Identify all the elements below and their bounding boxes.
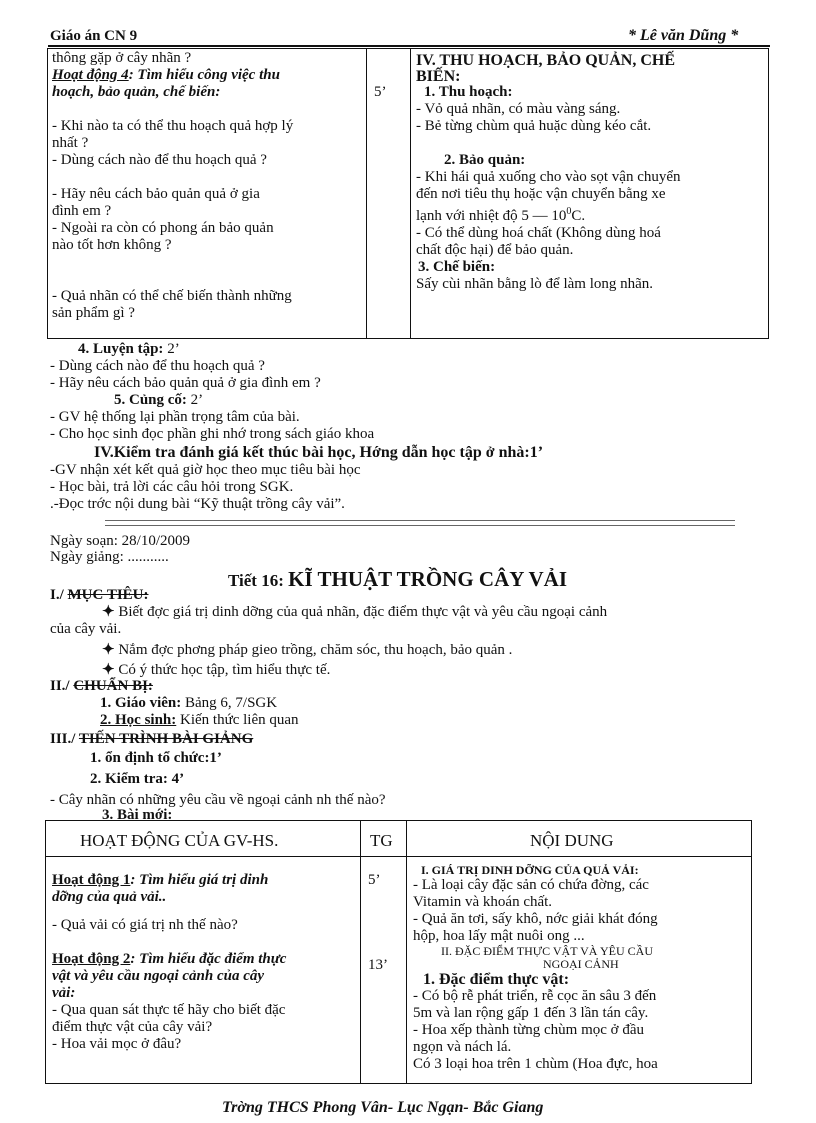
t2-question: - Qua quan sát thực tế hãy cho biết đặc [52,1002,286,1018]
header-rule [48,45,770,47]
objective-item: Có ý thức học tập, tìm hiểu thực tế. [118,662,331,678]
section-iv-heading: IV. THU HOẠCH, BẢO QUẢN, CHẾ [416,52,675,69]
evaluation-item: .-Đọc trớc nội dung bài “Kỹ thuật trồng cây vải”. [50,496,345,512]
section-ii-heading-cont: NGOẠI CẢNH [543,957,619,971]
activity-2-label: Hoạt động 2 [52,951,131,967]
t2-question: - Hoa vải mọc ở đâu? [52,1036,182,1052]
table1-content [416,52,764,293]
t2-content-line: ngọn và nách lá. [413,1039,512,1055]
practice-time: 2’ [163,341,180,357]
activity-2-title-cont: vật và yêu cầu ngoại cảnh của cây [52,968,265,984]
practice-item: - Dùng cách nào để thu hoạch quả ? [50,358,265,374]
header-right: * Lê văn Dũng * [628,27,739,44]
table2-header-rule [45,856,751,857]
t2-content-line: Có 3 loại hoa trên 1 chùm (Hoa đực, hoa [413,1056,658,1072]
student-text: Kiến thức liên quan [176,712,299,728]
consolidate-title: 5. Củng cố: [114,392,187,408]
t2-time-1: 5’ [368,872,381,888]
t2-content-line: - Là loại cây đặc sản có chứa đờng, các [413,877,649,893]
activity-1-label: Hoạt động 1 [52,872,131,888]
section-iv-heading-cont: BIẾN: [416,68,461,85]
teach-date: Ngày giảng: ........... [50,549,169,565]
t1-content-line: chất độc hại) để bảo quản. [416,242,574,258]
consolidate-time: 2’ [186,392,204,408]
objective-item-cont: của cây vải. [50,621,122,637]
objective-item: Biết đợc giá trị dinh dỡng của quả nhãn, đặc điểm thực vật và yêu cầu ngoại cảnh [118,604,608,620]
objectives-section [50,587,790,679]
process-step-1: 1. ổn định tổ chức:1’ [90,750,222,766]
evaluation-item: -GV nhận xét kết quả giờ học theo mục tiêu bài học [50,462,361,478]
diamond-bullet-icon: ✦ [102,642,115,658]
table2-header-time: TG [370,831,393,850]
objectives-heading: MỤC TIÊU: [67,587,149,603]
t1-left-line: thông gặp ở cây nhãn ? [52,50,192,66]
process-heading: TIẾN TRÌNH BÀI GIẢNG [78,731,254,747]
table1-activities [52,50,362,322]
t1-content-line: - Bẻ từng chùm quả huặc dùng kéo cắt. [416,118,652,134]
t1-question: nhất ? [52,135,89,151]
t1-question: sản phẩm gì ? [52,305,135,321]
activity-2-title-cont: vải: [52,985,76,1001]
storage-heading: 2. Bảo quản: [444,152,526,168]
table1-divider-2 [410,48,411,338]
activity-1-title: : Tìm hiểu giá trị dinh [130,872,269,888]
t1-content-line: - Khi hái quả xuống cho vào sọt vận chuyển [416,169,681,185]
t1-question: nào tốt hơn không ? [52,237,172,253]
teacher-text: Bảng 6, 7/SGK [181,695,278,711]
activity-4-title: : Tìm hiểu công việc thu [128,67,280,83]
table1-divider-1 [366,48,367,338]
t2-content-line: - Quả ăn tơi, sấy khô, nớc giải khát đóng [413,911,658,927]
activity-2-title: : Tìm hiểu đặc điểm thực [130,951,287,967]
preparation-heading: CHUẨN BỊ: [73,678,153,694]
t1-question: - Ngoài ra còn có phong án bảo quản [52,220,274,236]
lesson-prefix: Tiết 16: [228,571,289,590]
t1-question: - Hãy nêu cách bảo quản quả ở gia [52,186,260,202]
practice-title: 4. Luyện tập: [78,341,164,357]
process-number: III./ [50,731,79,747]
table2-content [413,864,748,1073]
diamond-bullet-icon: ✦ [102,604,115,620]
activity-4-label: Hoạt động 4 [52,67,129,83]
student-label: 2. Học sinh: [100,712,177,728]
t1-content-line: lạnh với nhiệt độ 5 — 10 [416,208,567,224]
table1-time: 5’ [374,84,387,100]
t1-content-line: - Có thể dùng hoá chất (Không dùng hoá [416,225,661,241]
activity-1-title-cont: dỡng của quả vải.. [52,889,167,905]
section-ii-heading: II. ĐẶC ĐIỂM THỰC VẬT VÀ YÊU CẦU [441,944,653,958]
process-step-3: 3. Bài mới: [102,807,173,823]
table2-header-content: NỘI DUNG [530,831,614,850]
table2-activities [52,872,356,1053]
consolidate-item: - Cho học sinh đọc phần ghi nhớ trong sách giáo khoa [50,426,375,442]
evaluation-item: - Học bài, trả lời các câu hỏi trong SGK. [50,479,294,495]
t2-question: - Quả vải có giá trị nh thế nào? [52,917,238,933]
t1-question: - Khi nào ta có thể thu hoạch quả hợp lý [52,118,294,134]
consolidate-item: - GV hệ thống lại phần trọng tâm của bài. [50,409,300,425]
t2-content-line: 5m và lan rộng gấp 1 đến 3 lần tán cây. [413,1005,649,1021]
preparation-number: II./ [50,678,74,694]
process-section [50,731,790,822]
header-left: Giáo án CN 9 [50,28,138,44]
practice-item: - Hãy nêu cách bảo quản quả ở gia đình em ? [50,375,321,391]
t1-question: - Dùng cách nào để thu hoạch quả ? [52,152,267,168]
table2-header-activity: HOẠT ĐỘNG CỦA GV-HS. [80,831,279,850]
t1-question: đình em ? [52,203,112,219]
diamond-bullet-icon: ✦ [102,662,115,678]
celsius-unit: C. [571,208,586,224]
preparation-section [50,678,790,729]
footer-school: Trờng THCS Phong Vân- Lục Ngạn- Bắc Giang [222,1099,544,1116]
harvest-heading: 1. Thu hoạch: [424,84,513,100]
t2-content-line: - Hoa xếp thành từng chùm mọc ở đầu [413,1022,645,1038]
t1-question: - Quả nhãn có thể chế biến thành những [52,288,292,304]
evaluation-title: IV.Kiểm tra đánh giá kết thúc bài học, Hớng dẫn học tập ở nhà:1’ [94,444,544,461]
t2-content-line: - Có bộ rễ phát triển, rễ cọc ăn sâu 3 đến [413,988,657,1004]
process-step-2: 2. Kiểm tra: 4’ [90,771,185,787]
plant-traits-heading: 1. Đặc điểm thực vật: [423,971,570,988]
processing-heading: 3. Chế biến: [418,259,496,275]
double-separator [105,520,735,526]
practice-section [50,341,770,513]
objectives-number: I./ [50,587,68,603]
activity-4-title-cont: hoạch, bảo quản, chế biến: [52,84,221,100]
objective-item: Nắm đợc phơng pháp gieo trồng, chăm sóc, thu hoạch, bảo quản . [118,642,513,658]
section-i-heading: I. GIÁ TRỊ DINH DỠNG CỦA QUẢ VẢI: [421,863,639,877]
prep-date: Ngày soạn: 28/10/2009 [50,533,190,549]
t2-content-line: hộp, hoa lấy mật nuôi ong ... [413,928,585,944]
t2-time-2: 13’ [368,957,388,973]
t1-content-line: Sấy cùi nhãn bằng lò để làm long nhãn. [416,276,654,292]
t1-content-line: đến nơi tiêu thụ hoặc vận chuyển bằng xe [416,186,666,202]
t2-question: điểm thực vật của cây vải? [52,1019,213,1035]
degree-superscript: 0 [566,206,572,217]
t2-content-line: Vitamin và khoán chất. [413,894,553,910]
t1-content-line: - Vỏ quả nhãn, có màu vàng sáng. [416,101,621,117]
table2-divider-2 [406,820,407,1083]
table2-divider-1 [360,820,361,1083]
teacher-label: 1. Giáo viên: [100,695,182,711]
lesson-name: KĨ THUẬT TRỒNG CÂY VẢI [288,567,568,591]
process-question: - Cây nhãn có những yêu cầu về ngoại cảnh nh thế nào? [50,792,386,808]
